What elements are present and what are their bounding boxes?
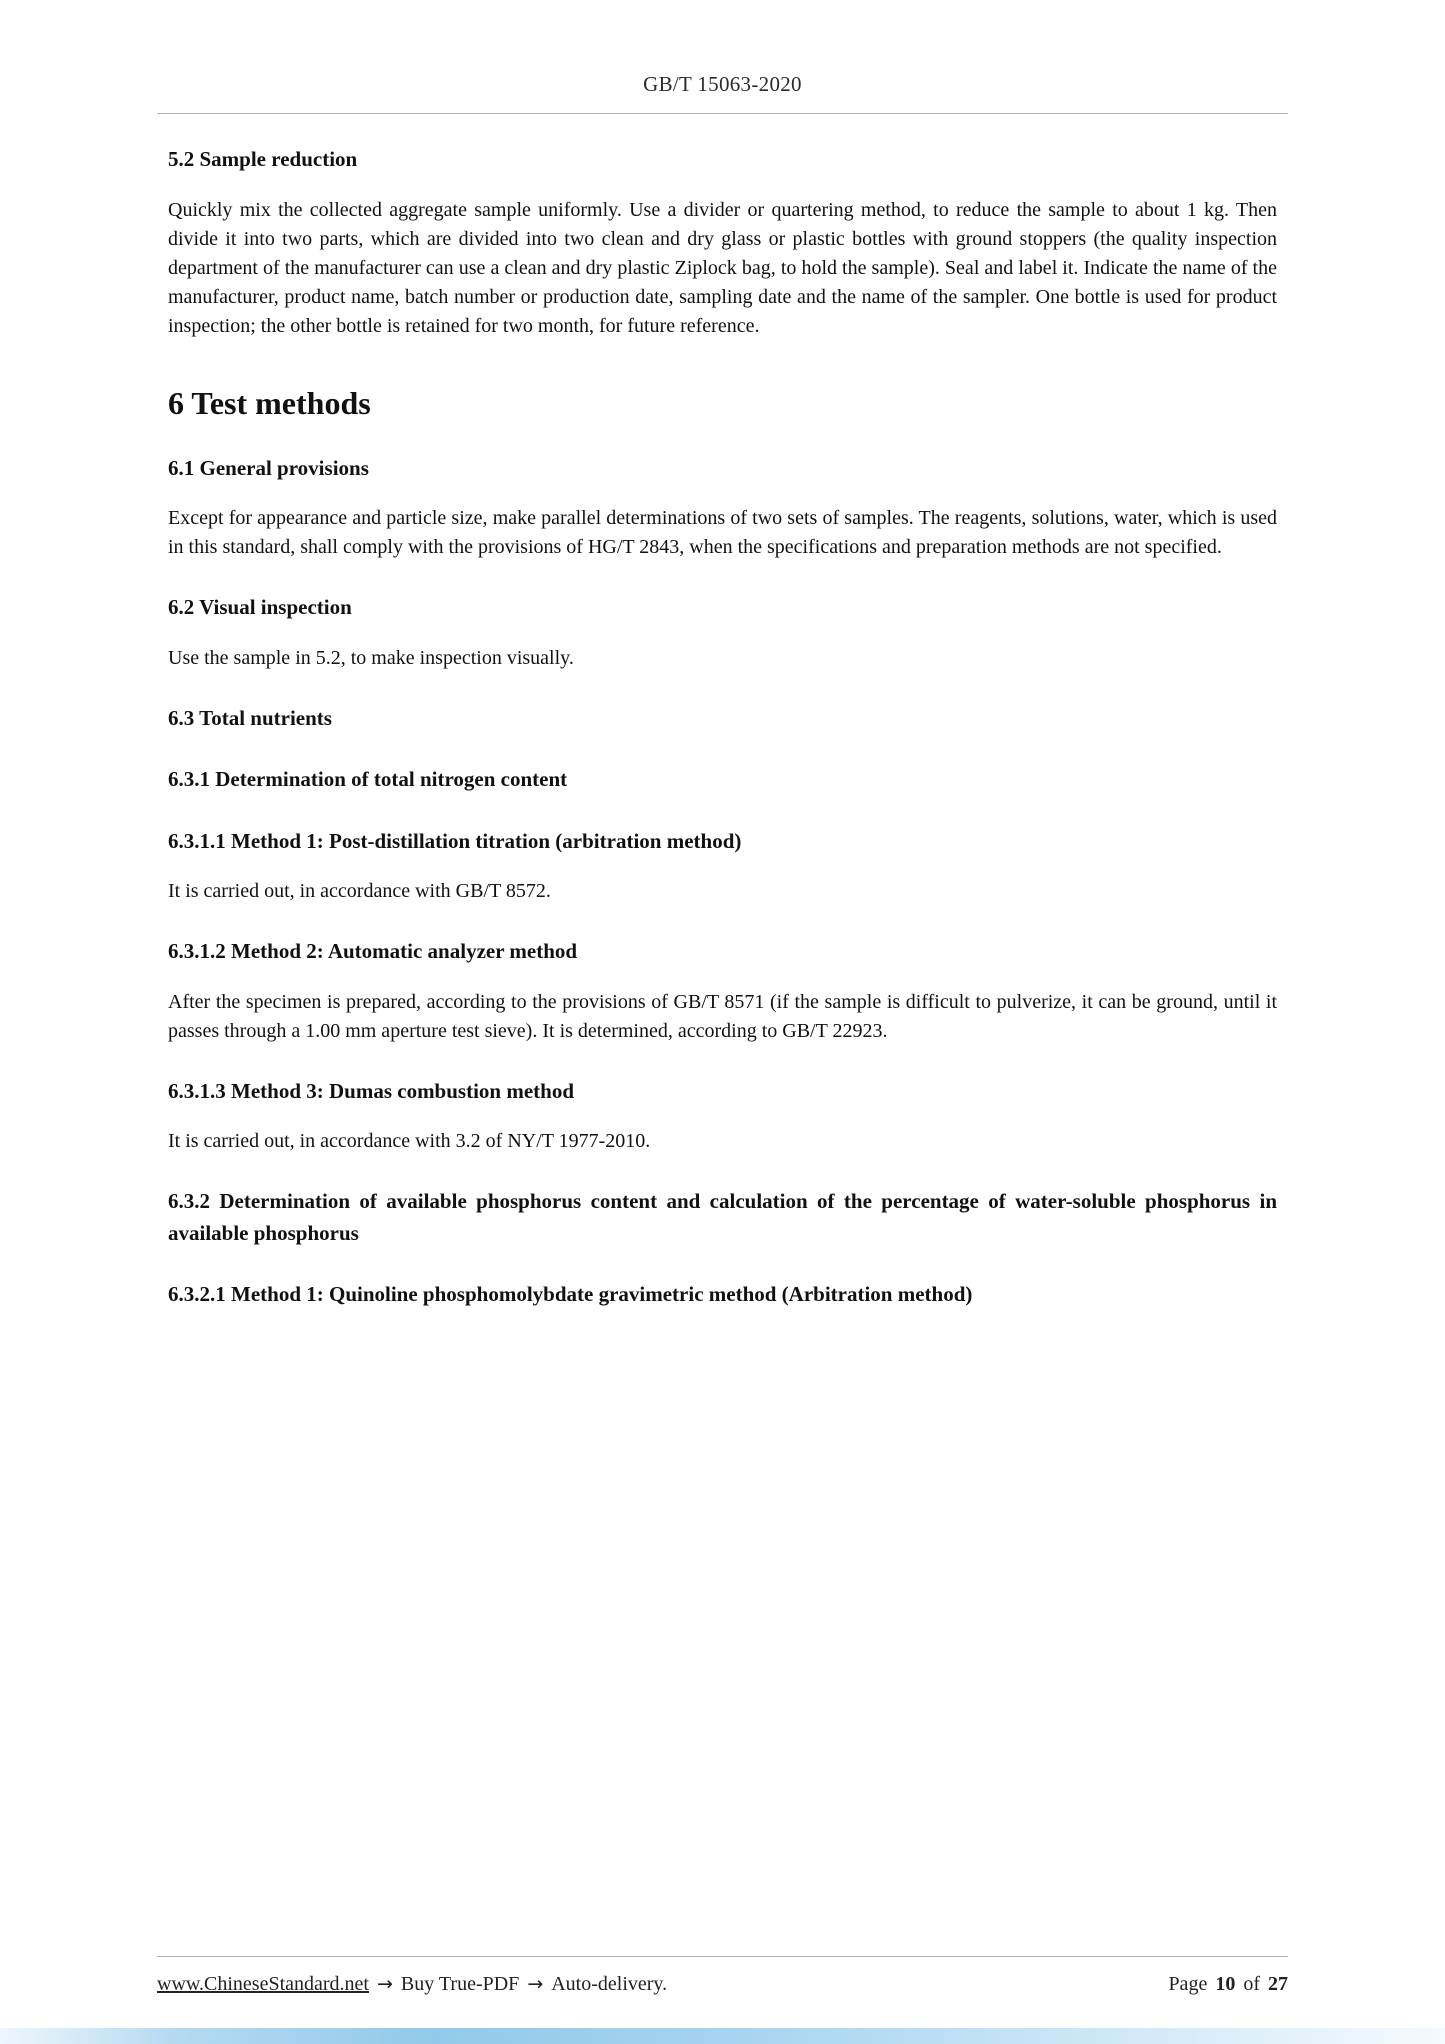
page-total: 27	[1268, 1973, 1288, 1995]
bottom-gradient-strip	[0, 2028, 1445, 2044]
header-divider	[157, 113, 1288, 114]
heading-6-3-1-3-method-3: 6.3.1.3 Method 3: Dumas combustion method	[168, 1078, 575, 1103]
heading-5-2-sample-reduction: 5.2 Sample reduction	[168, 147, 358, 171]
heading-6-3-total-nutrients: 6.3 Total nutrients	[168, 705, 332, 730]
heading-6-3-2-1-quinoline-method: 6.3.2.1 Method 1: Quinoline phosphomolybdate gravimetric method (Arbitration method)	[168, 1282, 973, 1306]
footer-buy-text: Buy True-PDF	[400, 1973, 520, 1995]
document-footer	[157, 1956, 1288, 1996]
footer-branding	[157, 1973, 667, 1996]
heading-6-3-1-1-method-1: 6.3.1.1 Method 1: Post-distillation titration (arbitration method)	[168, 828, 742, 853]
heading-6-3-1-2-method-2: 6.3.1.2 Method 2: Automatic analyzer method	[168, 939, 578, 963]
paragraph-method-2-description: After the specimen is prepared, according to the provisions of GB/T 8571 (if the sample is difficult to pulverize, it can be ground, until it passes through a 1.00 mm aperture test sieve). It is determined, according to GB/T 22923.	[168, 990, 1277, 1042]
arrow-icon: →	[527, 1973, 544, 1995]
arrow-icon: →	[377, 1973, 393, 1995]
document-header	[0, 0, 1445, 97]
paragraph-sample-reduction: Quickly mix the collected aggregate sample uniformly. Use a divider or quartering method, to reduce the sample to about 1 kg. Then divide it into two parts, which are divided into two clean and dry glass or plastic bottles with ground stoppers (the quality inspection department of the manufacturer can use a clean and dry plastic Ziplock bag, to hold the sample). Seal and label it. Indicate the name of the manufacturer, product name, batch number or production date, sampling date and the name of the sampler. One bottle is used for product inspection; the other bottle is retained for two month, for future reference.	[168, 198, 1277, 337]
page-indicator	[1168, 1973, 1288, 1996]
document-body	[0, 144, 1445, 1311]
heading-6-3-2-available-phosphorus: 6.3.2 Determination of available phosphorus content and calculation of the percentage of water-soluble phosphorus in available phosphorus	[168, 1189, 1277, 1245]
heading-6-test-methods: 6 Test methods	[168, 384, 371, 421]
page-label: Page	[1168, 1973, 1208, 1995]
page-current: 10	[1215, 1973, 1236, 1995]
paragraph-general-provisions: Except for appearance and particle size, make parallel determinations of two sets of samples. The reagents, solutions, water, which is used in this standard, shall comply with the provisions of HG/T 2843, when the specifications and preparation methods are not specified.	[168, 507, 1277, 558]
paragraph-method-1-reference: It is carried out, in accordance with GB/T 8572.	[168, 880, 551, 902]
paragraph-method-3-reference: It is carried out, in accordance with 3.2 of NY/T 1977-2010.	[168, 1130, 651, 1152]
heading-6-3-1-total-nitrogen: 6.3.1 Determination of total nitrogen content	[168, 767, 568, 791]
heading-6-2-visual-inspection: 6.2 Visual inspection	[168, 595, 352, 619]
heading-6-1-general-provisions: 6.1 General provisions	[168, 455, 369, 480]
footer-delivery-text: Auto-delivery.	[551, 1973, 668, 1995]
of-label: of	[1243, 1973, 1260, 1995]
paragraph-visual-inspection: Use the sample in 5.2, to make inspection visually.	[168, 646, 574, 669]
footer-divider	[157, 1956, 1288, 1957]
doc-number: GB/T 15063-2020	[643, 72, 802, 96]
site-link[interactable]: www.ChineseStandard.net	[157, 1973, 369, 1995]
